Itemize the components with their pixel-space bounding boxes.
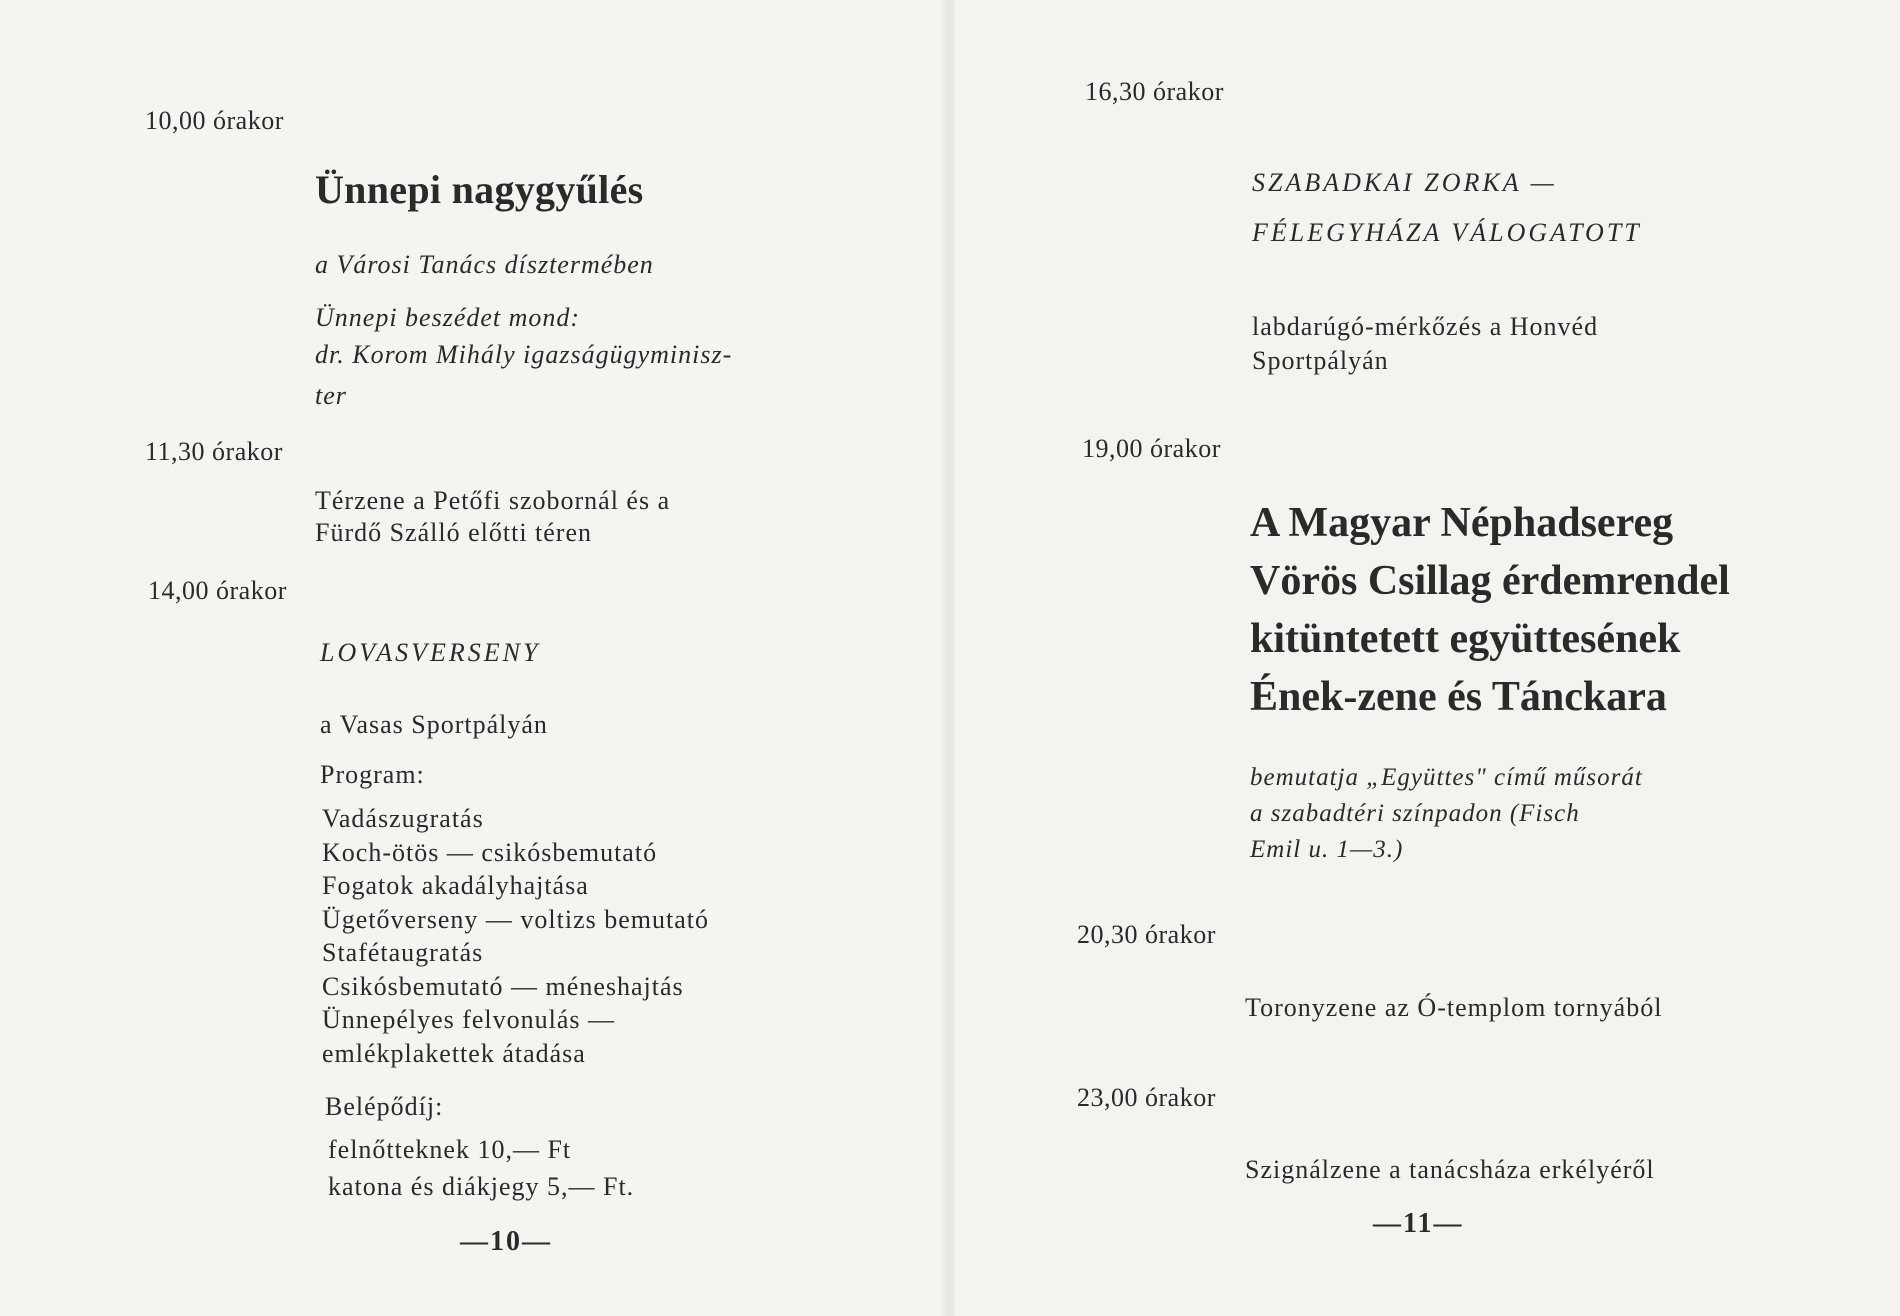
event-time: 11,30 órakor [145, 437, 283, 466]
program-item: Vadászugratás [322, 804, 484, 833]
event-venue: a Vasas Sportpályán [320, 710, 548, 739]
event-detail: Ünnepi beszédet mond: [315, 303, 581, 332]
program-item: Koch-ötös — csikósbemutató [322, 837, 658, 867]
event-title: LOVASVERSENY [320, 638, 541, 667]
event-time: 14,00 órakor [148, 576, 287, 605]
program-item: emlékplakettek átadása [322, 1038, 586, 1068]
page-number: —10— [460, 1226, 552, 1257]
page-left [0, 0, 945, 1316]
event-title: FÉLEGYHÁZA VÁLOGATOTT [1252, 218, 1642, 247]
program-list [322, 802, 709, 1070]
event-title: SZABADKAI ZORKA — [1252, 168, 1557, 197]
detail-line: bemutatja „Együttes" című műsorát [1250, 764, 1643, 791]
event-detail: Térzene a Petőfi szobornál és a [315, 486, 671, 515]
event-detail: Fürdő Szálló előtti téren [315, 518, 593, 547]
program-item: Fogatok akadályhajtása [322, 871, 589, 900]
ensemble-title-line: kitüntetett együttesének [1250, 616, 1681, 662]
ensemble-title-line: Vörös Csillag érdemrendel [1250, 558, 1730, 604]
detail-line: Emil u. 1—3.) [1250, 836, 1404, 863]
event-time: 19,00 órakor [1082, 434, 1221, 463]
event-detail: ter [315, 381, 347, 410]
program-item: Ünnepélyes felvonulás — [322, 1005, 616, 1034]
fee-line: felnőtteknek 10,— Ft [328, 1135, 572, 1164]
fee-line: katona és diákjegy 5,— Ft. [328, 1172, 635, 1201]
page-number: —11— [1373, 1208, 1464, 1239]
detail-line: a szabadtéri színpadon (Fisch [1250, 800, 1580, 827]
event-title: Ünnepi nagygyűlés [315, 167, 644, 212]
fee-label: Belépődíj: [325, 1092, 444, 1121]
event-detail: labdarúgó-mérkőzés a Honvéd [1252, 312, 1599, 341]
event-time: 16,30 órakor [1085, 77, 1224, 106]
program-item: Stafétaugratás [322, 938, 484, 967]
event-time: 23,00 órakor [1077, 1083, 1216, 1112]
event-time: 20,30 órakor [1077, 920, 1216, 949]
event-time: 10,00 órakor [145, 106, 284, 135]
ensemble-title [1250, 494, 1730, 726]
event-venue: a Városi Tanács dísztermében [315, 250, 654, 279]
event-detail: Sportpályán [1252, 346, 1389, 375]
page-right [955, 0, 1900, 1316]
performance-detail [1250, 760, 1643, 868]
ensemble-title-line: A Magyar Néphadsereg [1250, 500, 1674, 546]
event-detail: Szignálzene a tanácsháza erkélyéről [1245, 1155, 1655, 1184]
program-label: Program: [320, 760, 425, 789]
program-item: Csikósbemutató — méneshajtás [322, 971, 684, 1001]
event-detail: Toronyzene az Ó-templom tornyából [1245, 993, 1663, 1022]
ensemble-title-line: Ének-zene és Tánckara [1250, 674, 1667, 720]
event-detail: dr. Korom Mihály igazságügyminisz- [315, 340, 733, 369]
program-item: Ügetőverseny — voltizs bemutató [322, 904, 709, 934]
